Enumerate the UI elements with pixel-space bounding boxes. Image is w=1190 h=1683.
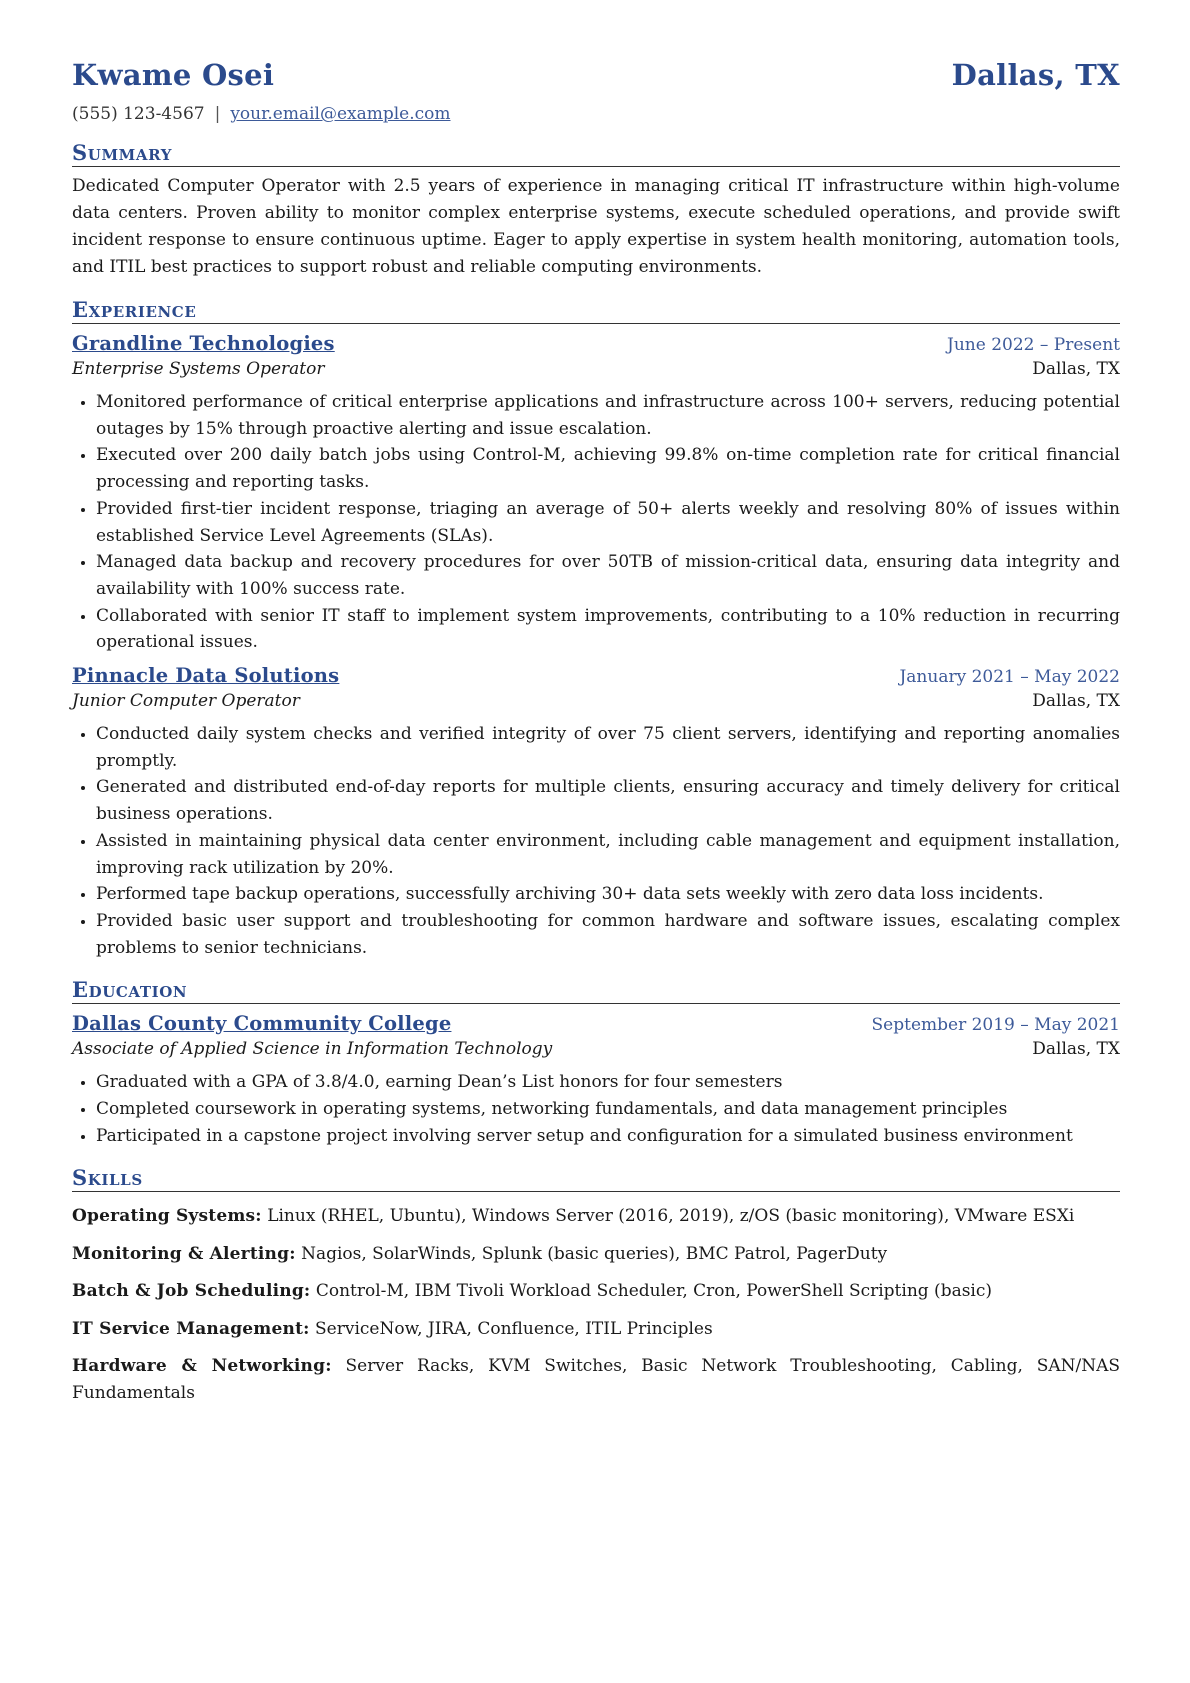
job-title: Junior Computer Operator bbox=[72, 691, 300, 712]
skill-items: Linux (RHEL, Ubuntu), Windows Server (2016, 2019), z/OS (basic monitoring), VMware ESXi bbox=[267, 1206, 1075, 1227]
candidate-location: Dallas, TX bbox=[951, 58, 1120, 92]
achievement-item: • Provided basic user support and troubleshooting for common hardware and software issues, escalating complex problems to senior technicians. bbox=[96, 908, 1120, 961]
candidate-name: Kwame Osei bbox=[72, 58, 275, 92]
education-dates: September 2019 – May 2021 bbox=[871, 1015, 1120, 1036]
skill-category: Hardware & Networking: bbox=[72, 1356, 332, 1377]
education-item: • Graduated with a GPA of 3.8/4.0, earning Dean’s List honors for four semesters bbox=[96, 1069, 1120, 1096]
skill-items: Server Racks, KVM Switches, Basic Network Troubleshooting, Cabling, SAN/NAS Fundamentals bbox=[72, 1356, 1121, 1403]
resume-header bbox=[72, 58, 1120, 92]
education-item: • Completed coursework in operating systems, networking fundamentals, and data management principles bbox=[96, 1096, 1120, 1123]
job-location: Dallas, TX bbox=[1032, 691, 1120, 712]
achievement-item: • Collaborated with senior IT staff to implement system improvements, contributing to a 10% reduction in recurring operational issues. bbox=[96, 603, 1120, 656]
experience-entry bbox=[72, 664, 1120, 961]
education-heading: Education bbox=[72, 977, 1120, 1004]
job-location: Dallas, TX bbox=[1032, 359, 1120, 379]
skills-list bbox=[72, 1203, 1120, 1406]
phone-number: (555) 123-4567 bbox=[72, 104, 205, 124]
employer-link[interactable]: Grandline Technologies bbox=[72, 332, 335, 355]
achievement-item: • Assisted in maintaining physical data center environment, including cable management and equipment installation, improving rack utilization by 20%. bbox=[96, 828, 1120, 881]
skill-category: Monitoring & Alerting: bbox=[72, 1243, 296, 1264]
skills-heading: Skills bbox=[72, 1165, 1120, 1192]
contact-line bbox=[72, 104, 1120, 124]
education-item: • Participated in a capstone project involving server setup and configuration for a simulated business environment bbox=[96, 1123, 1120, 1150]
school-location: Dallas, TX bbox=[1032, 1039, 1120, 1060]
employment-dates: January 2021 – May 2022 bbox=[899, 667, 1120, 688]
skill-category: IT Service Management: bbox=[72, 1318, 310, 1339]
skill-row bbox=[72, 1203, 1120, 1230]
skill-row bbox=[72, 1241, 1120, 1268]
summary-text: Dedicated Computer Operator with 2.5 years of experience in managing critical IT infrastructure within high-volume data centers. Proven ability to monitor complex enterprise systems, execute scheduled operations, and provide swift incident response to ensure continuous uptime. Eager to apply expertise in system health monitoring, automation tools, and ITIL best practices to support robust and reliable computing environments. bbox=[72, 176, 1120, 277]
achievement-list bbox=[72, 389, 1120, 656]
skill-category: Batch & Job Scheduling: bbox=[72, 1281, 311, 1302]
achievement-item: • Conducted daily system checks and verified integrity of over 75 client servers, identifying and reporting anomalies promptly. bbox=[96, 721, 1120, 774]
experience-entry bbox=[72, 332, 1120, 656]
achievement-item: • Monitored performance of critical enterprise applications and infrastructure across 100+ servers, reducing potential outages by 15% through proactive alerting and issue escalation. bbox=[96, 389, 1120, 442]
experience-heading: Experience bbox=[72, 297, 1120, 324]
skill-row bbox=[72, 1278, 1120, 1305]
employment-dates: June 2022 – Present bbox=[947, 335, 1120, 355]
skill-row bbox=[72, 1353, 1120, 1406]
achievement-item: • Provided first-tier incident response, triaging an average of 50+ alerts weekly and resolving 80% of issues within established Service Level Agreements (SLAs). bbox=[96, 496, 1120, 549]
skill-items: Control-M, IBM Tivoli Workload Scheduler, Cron, PowerShell Scripting (basic) bbox=[315, 1281, 993, 1302]
summary-heading: Summary bbox=[72, 140, 1120, 167]
achievement-list bbox=[72, 721, 1120, 961]
achievement-item: • Generated and distributed end-of-day reports for multiple clients, ensuring accuracy and timely delivery for critical business operations. bbox=[96, 774, 1120, 827]
skill-items: Nagios, SolarWinds, Splunk (basic queries), BMC Patrol, PagerDuty bbox=[301, 1243, 888, 1264]
resume-page bbox=[72, 58, 1120, 1406]
employer-link[interactable]: Pinnacle Data Solutions bbox=[72, 664, 340, 688]
education-entry bbox=[72, 1012, 1120, 1149]
education-list bbox=[72, 1069, 1120, 1149]
degree-title: Associate of Applied Science in Information Technology bbox=[72, 1039, 553, 1060]
achievement-item: • Performed tape backup operations, successfully archiving 30+ data sets weekly with zero data loss incidents. bbox=[96, 881, 1120, 908]
email-link[interactable]: your.email@example.com bbox=[230, 104, 451, 124]
achievement-item: • Managed data backup and recovery procedures for over 50TB of mission-critical data, ensuring data integrity and availability with 100% success rate. bbox=[96, 549, 1120, 602]
achievement-item: • Executed over 200 daily batch jobs using Control-M, achieving 99.8% on-time completion rate for critical financial processing and reporting tasks. bbox=[96, 442, 1120, 495]
skill-row bbox=[72, 1316, 1120, 1343]
skill-category: Operating Systems: bbox=[72, 1206, 262, 1227]
school-link[interactable]: Dallas County Community College bbox=[72, 1012, 452, 1036]
skill-items: ServiceNow, JIRA, Confluence, ITIL Principles bbox=[315, 1318, 713, 1339]
contact-separator: | bbox=[214, 104, 221, 124]
job-title: Enterprise Systems Operator bbox=[72, 359, 325, 379]
